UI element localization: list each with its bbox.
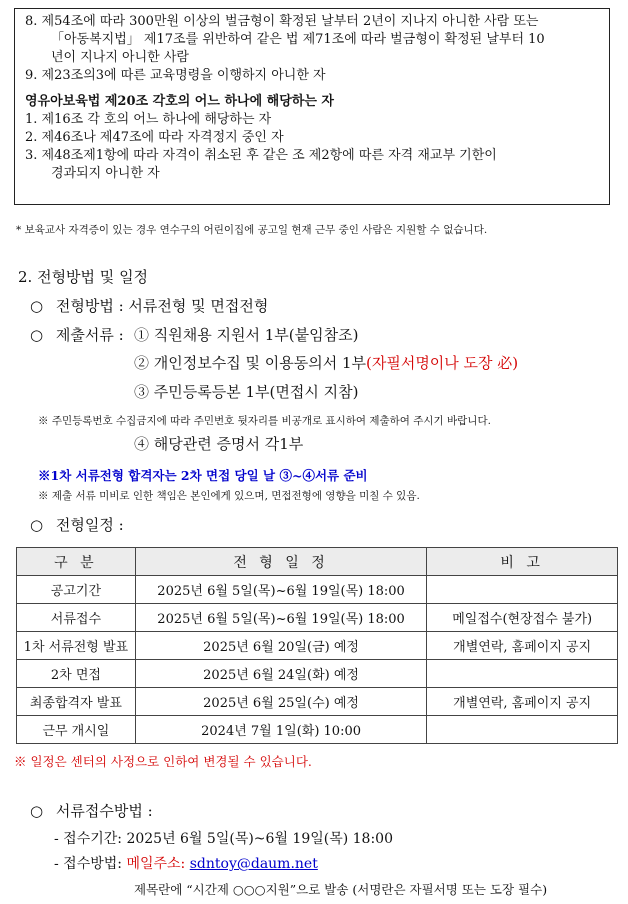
- method-label: 전형방법 : 서류전형 및 면접전형: [55, 297, 269, 315]
- table-row: [17, 716, 618, 744]
- box-heading: 영유아보육법 제20조 각호의 어느 하나에 해당하는 자: [25, 94, 334, 109]
- table-row: [17, 660, 618, 688]
- table-cell: 2025년 6월 25일(수) 예정: [135, 688, 427, 716]
- table-header: 구 분: [17, 548, 136, 576]
- box-line: 3. 제48조제1항에 따라 자격이 취소된 후 같은 조 제2항에 따른 자격 재교부 기한이: [25, 148, 497, 163]
- docs-item-2-main: ② 개인정보수집 및 이용동의서 1부: [134, 354, 366, 372]
- submission-label: 서류접수방법 :: [55, 802, 153, 820]
- table-header: 전 형 일 정: [135, 548, 427, 576]
- docs-note-blue: ※1차 서류전형 합격자는 2차 면접 당일 날 ③~④서류 준비: [38, 468, 368, 483]
- eligibility-box: [14, 8, 610, 205]
- docs-row: [30, 324, 124, 345]
- bullet-icon: ○: [30, 326, 44, 344]
- table-cell: [427, 660, 618, 688]
- docs-item-4: ④ 해당관련 증명서 각1부: [134, 435, 304, 453]
- table-row: [17, 632, 618, 660]
- table-cell: 2차 면접: [17, 660, 136, 688]
- schedule-label: 전형일정 :: [55, 516, 124, 534]
- table-header-row: [17, 548, 618, 576]
- schedule-table: [16, 547, 618, 744]
- submission-method: [54, 853, 318, 873]
- docs-item-2-red: (자필서명이나 도장 必): [366, 354, 519, 372]
- schedule-notice: ※ 일정은 센터의 사정으로 인하여 변경될 수 있습니다.: [14, 754, 312, 769]
- email-link[interactable]: sdntoy@daum.net: [189, 856, 318, 872]
- docs-item-2: [134, 352, 518, 373]
- submission-period: - 접수기간: 2025년 6월 5일(목)~6월 19일(목) 18:00: [54, 831, 394, 847]
- box-line: 경과되지 아니한 자: [51, 166, 160, 181]
- table-row: [17, 604, 618, 632]
- subject-note: 제목란에 “시간제 ○○○지원”으로 발송 (서명란은 자필서명 또는 도장 필수): [134, 882, 548, 897]
- footnote: * 보육교사 자격증이 있는 경우 연수구의 어린이집에 공고일 현재 근무 중인 사람은 지원할 수 없습니다.: [16, 224, 488, 236]
- docs-note-1: ※ 주민등록번호 수집금지에 따라 주민번호 뒷자리를 비공개로 표시하여 제출하여 주시기 바랍니다.: [38, 415, 491, 427]
- table-cell: 개별연락, 홈페이지 공지: [427, 688, 618, 716]
- table-cell: [427, 716, 618, 744]
- docs-item-3: ③ 주민등록등본 1부(면접시 지참): [134, 383, 359, 401]
- table-cell: 메일접수(현장접수 불가): [427, 604, 618, 632]
- bullet-icon: ○: [30, 297, 44, 315]
- table-cell: 2025년 6월 20일(금) 예정: [135, 632, 427, 660]
- submission-method-prefix: - 접수방법:: [54, 856, 127, 872]
- submission-row: [30, 800, 153, 821]
- table-cell: 최종합격자 발표: [17, 688, 136, 716]
- table-cell: [427, 576, 618, 604]
- box-line: 년이 지나지 아니한 사람: [51, 50, 189, 65]
- table-cell: 서류접수: [17, 604, 136, 632]
- email-label: 메일주소:: [126, 856, 186, 872]
- table-row: [17, 576, 618, 604]
- table-row: [17, 688, 618, 716]
- box-line: 「아동복지법」 제17조를 위반하여 같은 법 제71조에 따라 벌금형이 확정된 날부터 10: [51, 32, 545, 47]
- table-cell: 2024년 7월 1일(화) 10:00: [135, 716, 427, 744]
- method-row: [30, 295, 268, 316]
- table-cell: 근무 개시일: [17, 716, 136, 744]
- table-cell: 1차 서류전형 발표: [17, 632, 136, 660]
- table-cell: 공고기간: [17, 576, 136, 604]
- docs-item-1: ① 직원채용 지원서 1부(붙임참조): [134, 326, 359, 344]
- box-line: 1. 제16조 각 호의 어느 하나에 해당하는 자: [25, 112, 272, 127]
- box-line: 2. 제46조나 제47조에 따라 자격정지 중인 자: [25, 130, 284, 145]
- bullet-icon: ○: [30, 516, 44, 534]
- table-cell: 2025년 6월 5일(목)~6월 19일(목) 18:00: [135, 576, 427, 604]
- table-cell: 개별연락, 홈페이지 공지: [427, 632, 618, 660]
- table-cell: 2025년 6월 5일(목)~6월 19일(목) 18:00: [135, 604, 427, 632]
- table-cell: 2025년 6월 24일(화) 예정: [135, 660, 427, 688]
- bullet-icon: ○: [30, 802, 44, 820]
- schedule-row: [30, 514, 124, 535]
- table-header: 비 고: [427, 548, 618, 576]
- box-line: 9. 제23조의3에 따른 교육명령을 이행하지 아니한 자: [25, 68, 326, 83]
- docs-label: 제출서류 :: [55, 326, 124, 344]
- box-line: 8. 제54조에 따라 300만원 이상의 벌금형이 확정된 날부터 2년이 지나지 아니한 사람 또는: [25, 14, 539, 29]
- docs-note-2: ※ 제출 서류 미비로 인한 책임은 본인에게 있으며, 면접전형에 영향을 미칠 수 있음.: [38, 490, 420, 502]
- section-title: 2. 전형방법 및 일정: [18, 268, 149, 286]
